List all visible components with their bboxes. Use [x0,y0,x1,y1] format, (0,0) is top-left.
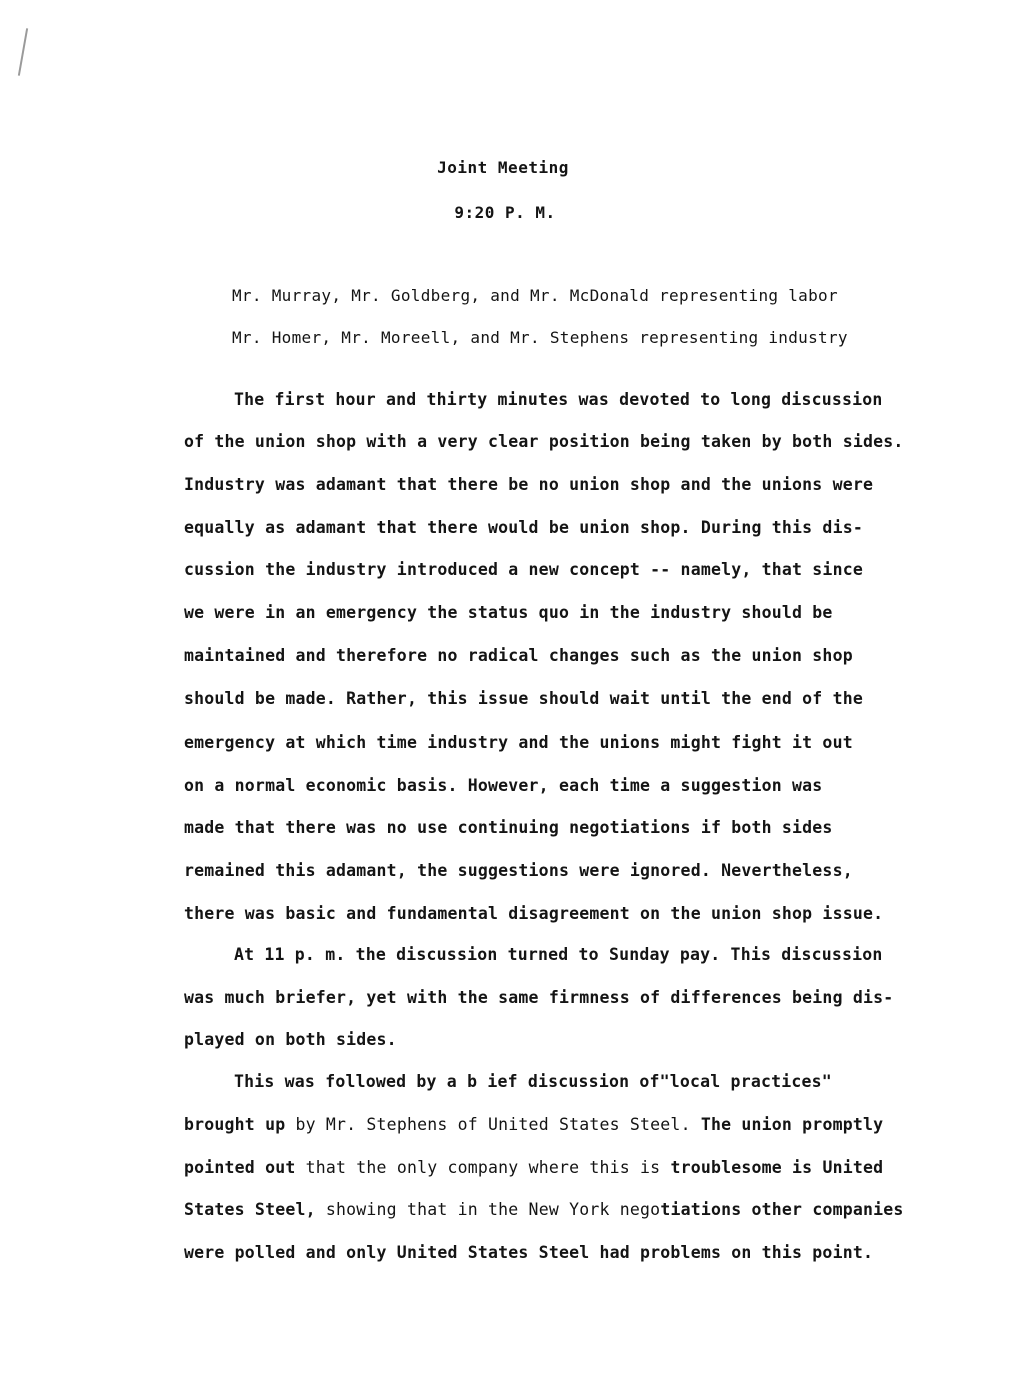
para1-line-11: made that there was no use continuing negotiations if both sides [184,818,833,837]
para1-line-6: we were in an emergency the status quo in the industry should be [184,603,833,622]
para3-line-5: were polled and only United States Steel had problems on this point. [184,1243,874,1262]
para3-line-4-bold-end: tiations other companies [660,1200,904,1219]
para3-line-1: This was followed by a b ief discussion of"local practices" [234,1072,832,1091]
para3-line-3-plain: that the only company where this is [295,1158,671,1177]
para3-line-3-bold-end: troublesome is United [670,1158,884,1177]
para1-line-10: on a normal economic basis. However, each time a suggestion was [184,776,823,795]
para2-line-3: played on both sides. [184,1030,397,1049]
para1-line-9: emergency at which time industry and the unions might fight it out [184,733,853,752]
para1-line-1: The first hour and thirty minutes was devoted to long discussion [234,390,883,409]
para1-line-2: of the union shop with a very clear position being taken by both sides. [184,432,904,451]
para1-line-8: should be made. Rather, this issue should wait until the end of the [184,689,863,708]
para2-line-2: was much briefer, yet with the same firmness of differences being dis- [184,988,894,1007]
attendee-line-labor: Mr. Murray, Mr. Goldberg, and Mr. McDonald representing labor [232,286,838,305]
para3-line-2-bold-end: The union promptly [690,1115,884,1134]
para3-line-2 [184,1115,883,1134]
para1-line-12: remained this adamant, the suggestions were ignored. Nevertheless, [184,861,853,880]
para1-line-4: equally as adamant that there would be union shop. During this dis- [184,518,863,537]
para3-line-2-plain: by Mr. Stephens of United States Steel. [285,1115,691,1134]
para1-line-5: cussion the industry introduced a new concept -- namely, that since [184,560,863,579]
para3-line-2-bold-start: brought up [184,1115,286,1134]
meeting-title: Joint Meeting [437,158,569,177]
meeting-time: 9:20 P. M. [454,203,556,222]
para2-line-1: At 11 p. m. the discussion turned to Sunday pay. This discussion [234,945,883,964]
attendee-line-industry: Mr. Homer, Mr. Moreell, and Mr. Stephens representing industry [232,328,848,347]
margin-mark [18,28,28,76]
para3-line-4-plain: showing that in the New York nego [315,1200,661,1219]
para3-line-4-bold-start: States Steel, [184,1200,316,1219]
para1-line-13: there was basic and fundamental disagreement on the union shop issue. [184,904,884,923]
para1-line-3: Industry was adamant that there be no union shop and the unions were [184,475,874,494]
para1-line-7: maintained and therefore no radical changes such as the union shop [184,646,853,665]
para3-line-3 [184,1158,883,1177]
para3-line-4 [184,1200,904,1219]
para3-line-3-bold-start: pointed out [184,1158,296,1177]
